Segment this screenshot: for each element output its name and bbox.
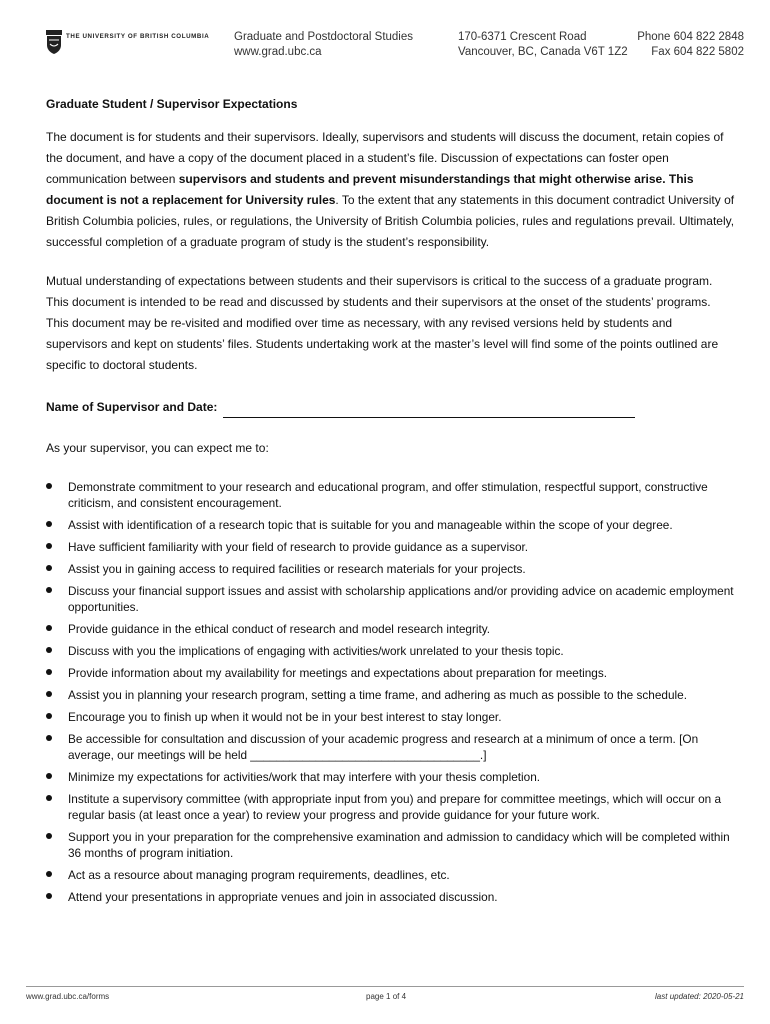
list-item-text: Assist with identification of a research topic that is suitable for you and manageable within the scope of your degree.	[68, 518, 673, 532]
list-item	[46, 769, 736, 785]
last-updated: last updated: 2020-05-21	[655, 992, 744, 1001]
list-item-text: Encourage you to finish up when it would not be in your best interest to stay longer.	[68, 710, 502, 724]
bullet-icon	[46, 521, 52, 527]
list-item-text: Assist you in planning your research program, setting a time frame, and adhering as much as possible to the schedule.	[68, 688, 688, 702]
letterhead	[46, 30, 744, 62]
list-item-text: Discuss your financial support issues and assist with scholarship applications and/or providing advice on academic employment opportunities.	[68, 584, 734, 614]
list-item	[46, 517, 736, 533]
document-body	[46, 96, 736, 911]
bullet-icon	[46, 833, 52, 839]
bullet-icon	[46, 691, 52, 697]
expectations-list	[46, 479, 736, 905]
list-item	[46, 583, 736, 615]
expectations-lead: As your supervisor, you can expect me to:	[46, 441, 269, 455]
supervisor-field-row	[46, 398, 736, 418]
bullet-icon	[46, 565, 52, 571]
bullet-icon	[46, 483, 52, 489]
department-block	[234, 30, 413, 60]
list-item-text: Provide guidance in the ethical conduct of research and model research integrity.	[68, 622, 491, 636]
fax-number: Fax 604 822 5802	[651, 46, 744, 58]
address-block	[458, 30, 628, 60]
list-item-text: Support you in your preparation for the comprehensive examination and admission to candidacy which will be completed within 36 months of program initiation.	[68, 830, 730, 860]
list-item-text: Demonstrate commitment to your research and educational program, and offer stimulation, respectful support, constructive criticism, and consistent encouragement.	[68, 480, 708, 510]
contact-block	[637, 30, 744, 60]
bullet-icon	[46, 647, 52, 653]
bullet-icon	[46, 669, 52, 675]
bullet-icon	[46, 587, 52, 593]
list-item	[46, 561, 736, 577]
bullet-icon	[46, 795, 52, 801]
department-name: Graduate and Postdoctoral Studies	[234, 31, 414, 43]
intro-text-bold: supervisors and students and prevent misunderstandings that might otherwise arise. This document is not a replacement for University rules	[46, 172, 694, 207]
list-item-text: Minimize my expectations for activities/work that may interfere with your thesis completion.	[68, 770, 541, 784]
list-item-text: Attend your presentations in appropriate venues and join in associated discussion.	[68, 890, 498, 904]
bullet-icon	[46, 735, 52, 741]
bullet-icon	[46, 713, 52, 719]
phone-number: Phone 604 822 2848	[637, 31, 744, 43]
footer-url[interactable]: www.grad.ubc.ca/forms	[26, 992, 110, 1001]
list-item	[46, 889, 736, 905]
page-footer	[26, 986, 744, 1007]
list-item-text: Have sufficient familiarity with your field of research to provide guidance as a supervisor.	[68, 540, 529, 554]
intro-text-a: The document is for students and their supervisors. Ideally, supervisors and students will discuss the document, retain copies of the document, and have a copy of the document placed in a student’s file. Discussion of expectations can foster open communication between	[46, 130, 724, 186]
ubc-crest-icon	[46, 30, 62, 54]
list-item	[46, 829, 736, 861]
page-number: page 1 of 4	[366, 992, 407, 1001]
bullet-icon	[46, 893, 52, 899]
list-item-text: Act as a resource about managing program requirements, deadlines, etc.	[68, 868, 450, 882]
university-name: THE UNIVERSITY OF BRITISH COLUMBIA	[66, 33, 210, 40]
department-website[interactable]: www.grad.ubc.ca	[234, 46, 322, 58]
understanding-paragraph: Mutual understanding of expectations between students and their supervisors is critical to the success of a graduate program. This document is intended to be read and discussed by students and their supervisors at the onset of the students’ programs. This document may be re-visited and modified over time as necessary, with any revised versions held by students and supervisors and kept on students’ files. Students undertaking work at the master’s level will find some of the points outlined are specific to doctoral students.	[46, 274, 719, 372]
intro-text-c: . To the extent that any statements in this document contradict University of British Columbia policies, rules, or regulations, the University of British Columbia policies, rules and regulations prevail. Ultimately, successful completion of a graduate program of study is the student’s responsibility.	[46, 193, 735, 249]
list-item	[46, 621, 736, 637]
supervisor-name-date-field[interactable]	[223, 403, 635, 418]
list-item-text: Institute a supervisory committee (with appropriate input from you) and prepare for committee meetings, which will occur on a regular basis (at least once a year) to review your progress and provide guidance for your future work.	[68, 792, 722, 822]
list-item-text: Provide information about my availability for meetings and expectations about preparation for meetings.	[68, 666, 608, 680]
list-item	[46, 731, 736, 763]
supervisor-label: Name of Supervisor and Date:	[46, 400, 218, 414]
address-line-2: Vancouver, BC, Canada V6T 1Z2	[458, 46, 628, 58]
bullet-icon	[46, 625, 52, 631]
list-item-text: Discuss with you the implications of engaging with activities/work unrelated to your thesis topic.	[68, 644, 564, 658]
intro-paragraph	[46, 127, 736, 253]
list-item	[46, 643, 736, 659]
bullet-icon	[46, 773, 52, 779]
list-item-text: Be accessible for consultation and discussion of your academic progress and research at a minimum of once a term. [On average, our meetings will be held ___________________________________.]	[68, 732, 699, 762]
bullet-icon	[46, 543, 52, 549]
list-item	[46, 479, 736, 511]
list-item	[46, 665, 736, 681]
list-item	[46, 709, 736, 725]
list-item	[46, 687, 736, 703]
list-item	[46, 867, 736, 883]
list-item	[46, 539, 736, 555]
address-line-1: 170-6371 Crescent Road	[458, 31, 587, 43]
bullet-icon	[46, 871, 52, 877]
document-title: Graduate Student / Supervisor Expectations	[46, 97, 298, 111]
list-item	[46, 791, 736, 823]
list-item-text: Assist you in gaining access to required facilities or research materials for your projects.	[68, 562, 526, 576]
